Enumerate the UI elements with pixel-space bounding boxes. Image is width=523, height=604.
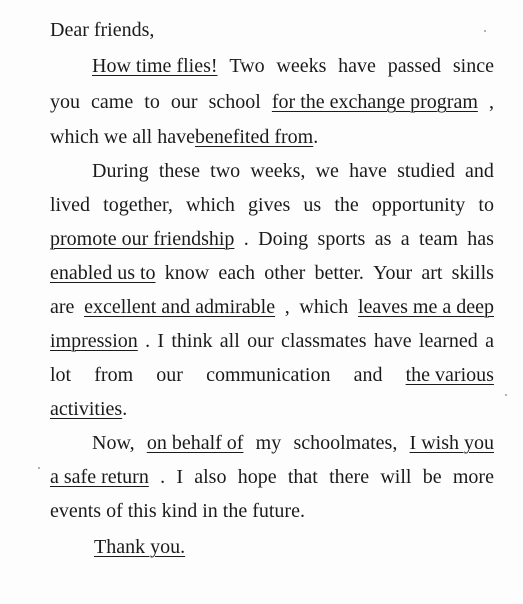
word: studied: [397, 160, 455, 182]
word: have: [338, 55, 376, 77]
word: school: [208, 91, 261, 113]
word: which: [299, 296, 349, 318]
paragraph-2-line-5: [50, 292, 494, 322]
paragraph-2-line-2: [50, 190, 494, 220]
word: have: [349, 160, 387, 182]
word: since: [452, 55, 494, 77]
word: and: [353, 364, 383, 386]
letter-closing: Thank you.: [94, 536, 186, 558]
paragraph-1-line-3: [50, 122, 494, 152]
word: more: [452, 466, 494, 488]
word: our: [170, 91, 198, 113]
word: a: [485, 330, 494, 352]
scan-speck: [38, 467, 40, 469]
word: think: [171, 330, 213, 352]
underlined-phrase: for the exchange program: [271, 91, 478, 113]
word: I: [157, 330, 165, 352]
word: sports: [317, 228, 366, 250]
word: we: [315, 160, 339, 182]
word: better.: [314, 262, 364, 284]
word: there: [329, 466, 370, 488]
word: and: [465, 160, 494, 182]
word: During: [92, 160, 149, 182]
underlined-phrase: I wish you: [409, 432, 494, 454]
word: as: [374, 228, 392, 250]
word: these: [158, 160, 200, 182]
paragraph-1-line-1: [92, 51, 494, 81]
word: .: [160, 466, 166, 488]
word: schoolmates,: [293, 432, 398, 454]
word: Your: [373, 262, 413, 284]
paragraph-2-line-4: [50, 258, 494, 288]
word: other: [264, 262, 306, 284]
word: events of this kind in the future.: [50, 500, 305, 522]
underlined-phrase: on behalf of: [146, 432, 244, 454]
word: together,: [103, 194, 173, 216]
underlined-phrase: promote our friendship: [50, 228, 235, 250]
underlined-phrase: the various: [405, 364, 494, 386]
word: which: [186, 194, 235, 216]
word: .: [313, 126, 319, 148]
word: will: [380, 466, 412, 488]
word: which we all have: [50, 126, 195, 148]
word: ,: [488, 91, 494, 113]
word: all: [219, 330, 240, 352]
letter-greeting: Dear friends,: [50, 19, 155, 41]
underlined-phrase: How time flies!: [92, 55, 218, 77]
word: know: [164, 262, 210, 284]
underlined-phrase: leaves me a deep: [357, 296, 494, 318]
word: ,: [284, 296, 290, 318]
word: our: [247, 330, 274, 352]
word: classmates: [281, 330, 367, 352]
word: Doing: [258, 228, 309, 250]
paragraph-2-line-8: [50, 394, 494, 424]
word: hope: [237, 466, 277, 488]
word: two: [210, 160, 241, 182]
word: are: [50, 296, 75, 318]
word: lot: [50, 364, 72, 386]
word: gives: [248, 194, 291, 216]
underlined-phrase: enabled us to: [50, 262, 156, 284]
word: each: [218, 262, 255, 284]
scan-speck: [484, 30, 486, 32]
word: you: [50, 91, 80, 113]
word: us: [303, 194, 322, 216]
word: be: [422, 466, 442, 488]
paragraph-3-line-2: [50, 462, 494, 492]
paragraph-2-line-1: [92, 156, 494, 186]
word: art: [421, 262, 443, 284]
underlined-phrase: impression: [50, 330, 138, 352]
underlined-phrase: benefited from: [194, 126, 314, 148]
word: that: [287, 466, 318, 488]
underlined-phrase: activities: [50, 398, 123, 420]
word: learned: [418, 330, 478, 352]
word: Now,: [92, 432, 135, 454]
word: our: [156, 364, 183, 386]
paragraph-3-line-1: [92, 428, 494, 458]
word: from: [94, 364, 134, 386]
word: passed: [387, 55, 442, 77]
word: .: [145, 330, 151, 352]
word: came: [91, 91, 134, 113]
paragraph-2-line-3: [50, 224, 494, 254]
word: to: [478, 194, 494, 216]
paragraph-1-line-2: [50, 87, 494, 117]
word: has: [467, 228, 494, 250]
word: weeks: [276, 55, 327, 77]
paragraph-3-line-3: [50, 496, 494, 526]
word: skills: [451, 262, 494, 284]
word: to: [144, 91, 160, 113]
word: opportunity: [371, 194, 466, 216]
underlined-phrase: a safe return: [50, 466, 149, 488]
word: also: [194, 466, 227, 488]
word: lived: [50, 194, 90, 216]
word: I: [176, 466, 183, 488]
word: .: [243, 228, 249, 250]
word: team: [419, 228, 458, 250]
word: .: [122, 398, 128, 420]
scan-speck: [505, 394, 507, 396]
underlined-phrase: excellent and admirable: [84, 296, 276, 318]
word: a: [400, 228, 410, 250]
word: my: [255, 432, 282, 454]
word: Two: [229, 55, 265, 77]
paragraph-2-line-7: [50, 360, 494, 390]
word: have: [373, 330, 412, 352]
word: weeks,: [250, 160, 306, 182]
word: communication: [206, 364, 331, 386]
word: the: [334, 194, 359, 216]
paragraph-2-line-6: [50, 326, 494, 356]
